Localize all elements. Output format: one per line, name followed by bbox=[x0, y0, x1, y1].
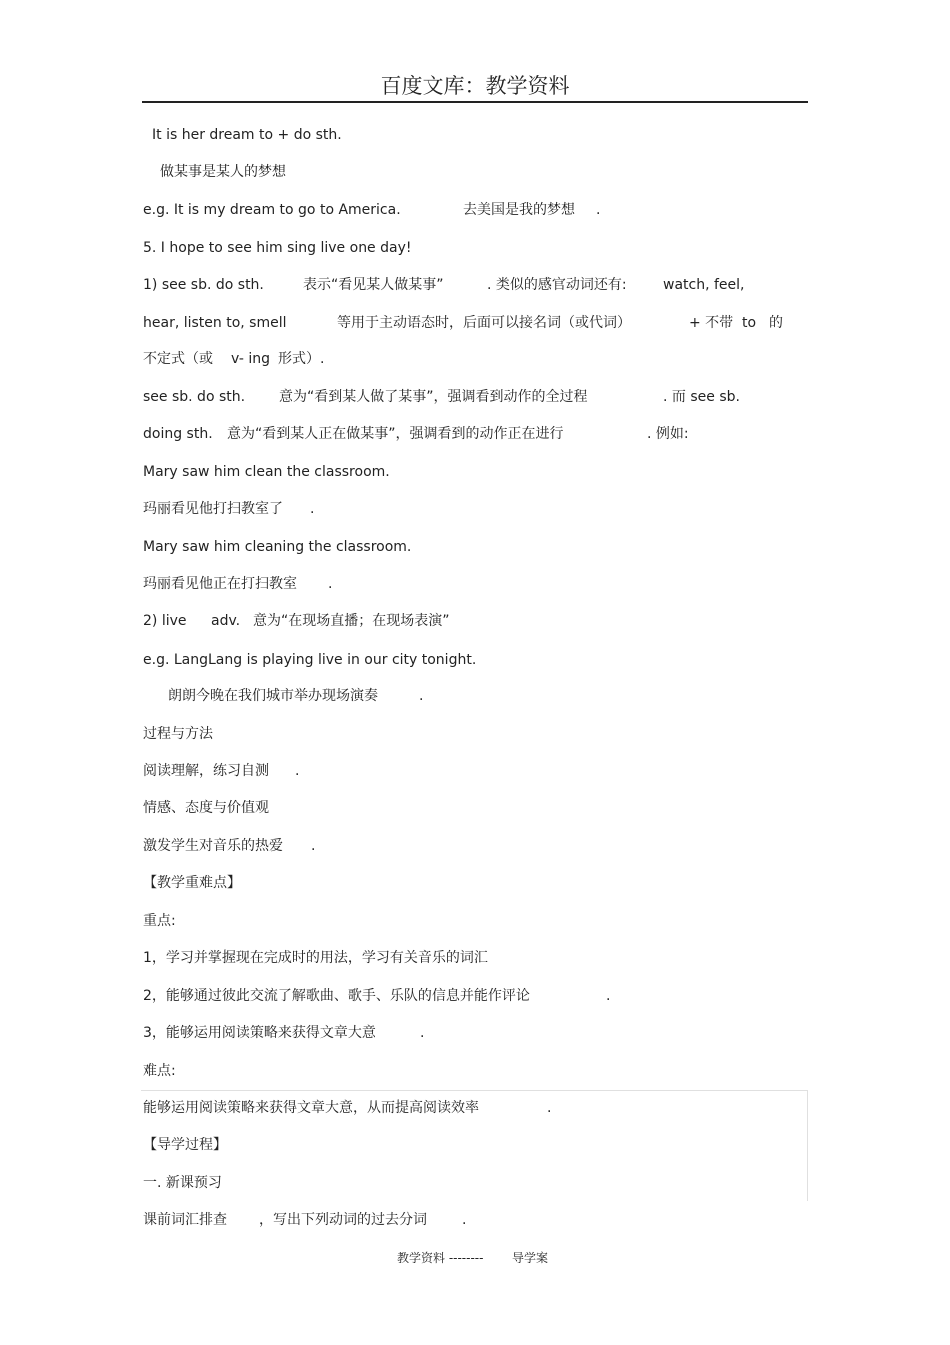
header-divider bbox=[142, 101, 808, 103]
text-segment: It is her dream to + do sth. bbox=[152, 127, 342, 143]
text-segment: 的 bbox=[769, 315, 783, 331]
page-title: 百度文库：教学资料 bbox=[380, 74, 570, 98]
text-segment: 5. I hope to see him sing live one day! bbox=[143, 240, 412, 256]
text-segment: . 类似的感官动词还有: bbox=[487, 277, 627, 293]
text-segment: . 而 see sb. bbox=[663, 389, 740, 405]
text-segment: 玛丽看见他正在打扫教室 bbox=[143, 576, 297, 592]
text-segment: . bbox=[547, 1100, 552, 1116]
text-segment: 朗朗今晚在我们城市举办现场演奏 bbox=[168, 688, 378, 704]
text-segment: ，写出下列动词的过去分词 bbox=[259, 1212, 427, 1228]
text-segment: to bbox=[742, 315, 757, 331]
text-segment: . bbox=[419, 688, 424, 704]
text-segment: 2，能够通过彼此交流了解歌曲、歌手、乐队的信息并能作评论 bbox=[143, 988, 530, 1004]
text-segment: . bbox=[328, 576, 333, 592]
text-segment: 意为“看到某人正在做某事”，强调看到的动作正在进行 bbox=[227, 426, 564, 442]
text-segment: 【导学过程】 bbox=[143, 1137, 227, 1153]
text-segment: 情感、态度与价值观 bbox=[143, 800, 269, 816]
text-segment: 去美国是我的梦想 bbox=[463, 202, 575, 218]
text-segment: 玛丽看见他打扫教室了 bbox=[143, 501, 283, 517]
text-segment: 做某事是某人的梦想 bbox=[160, 164, 286, 180]
text-segment: + 不带 bbox=[689, 315, 734, 331]
text-segment: Mary saw him clean the classroom. bbox=[143, 464, 390, 480]
text-segment: 表示“看见某人做某事” bbox=[303, 277, 444, 293]
text-segment: 等用于主动语态时，后面可以接名词（或代词） bbox=[337, 315, 631, 331]
text-segment: 激发学生对音乐的热爱 bbox=[143, 838, 283, 854]
text-segment: 意为“在现场直播；在现场表演” bbox=[253, 613, 450, 629]
text-segment: 意为“看到某人做了某事”，强调看到动作的全过程 bbox=[279, 389, 588, 405]
text-segment: . bbox=[462, 1212, 467, 1228]
text-segment: . 例如: bbox=[647, 426, 689, 442]
text-segment: . bbox=[295, 763, 300, 779]
text-segment: . bbox=[310, 501, 315, 517]
text-segment: 不定式（或 bbox=[143, 351, 213, 367]
text-segment: watch, feel, bbox=[663, 277, 745, 293]
text-segment: . bbox=[606, 988, 611, 1004]
text-segment: 难点: bbox=[143, 1063, 176, 1079]
text-segment: 3，能够运用阅读策略来获得文章大意 bbox=[143, 1025, 376, 1041]
footer-left-text: 教学资料 -------- bbox=[397, 1251, 484, 1265]
text-segment: 能够运用阅读策略来获得文章大意，从而提高阅读效率 bbox=[143, 1100, 479, 1116]
text-segment: Mary saw him cleaning the classroom. bbox=[143, 539, 412, 555]
text-segment: 过程与方法 bbox=[143, 726, 213, 742]
text-segment: hear, listen to, smell bbox=[143, 315, 287, 331]
text-segment: 形式）. bbox=[278, 351, 325, 367]
text-segment: 1，学习并掌握现在完成时的用法，学习有关音乐的词汇 bbox=[143, 950, 488, 966]
text-segment: . bbox=[420, 1025, 425, 1041]
text-segment: see sb. do sth. bbox=[143, 389, 246, 405]
text-segment: 阅读理解，练习自测 bbox=[143, 763, 269, 779]
text-segment: doing sth. bbox=[143, 426, 213, 442]
text-segment: 课前词汇排查 bbox=[143, 1212, 227, 1228]
text-segment: e.g. It is my dream to go to America. bbox=[143, 202, 401, 218]
text-segment: adv. bbox=[211, 613, 241, 629]
text-segment: 【教学重难点】 bbox=[143, 875, 241, 891]
text-segment: . bbox=[596, 202, 601, 218]
text-segment: 一. 新课预习 bbox=[143, 1175, 222, 1191]
text-frame-border bbox=[141, 1090, 808, 1201]
text-segment: . bbox=[311, 838, 316, 854]
text-segment: 2) live bbox=[143, 613, 187, 629]
text-segment: 1) see sb. do sth. bbox=[143, 277, 264, 293]
text-segment: e.g. LangLang is playing live in our city tonight. bbox=[143, 652, 477, 668]
footer-right-text: 导学案 bbox=[512, 1251, 549, 1265]
text-segment: 重点: bbox=[143, 913, 176, 929]
text-segment: v- ing bbox=[231, 351, 271, 367]
